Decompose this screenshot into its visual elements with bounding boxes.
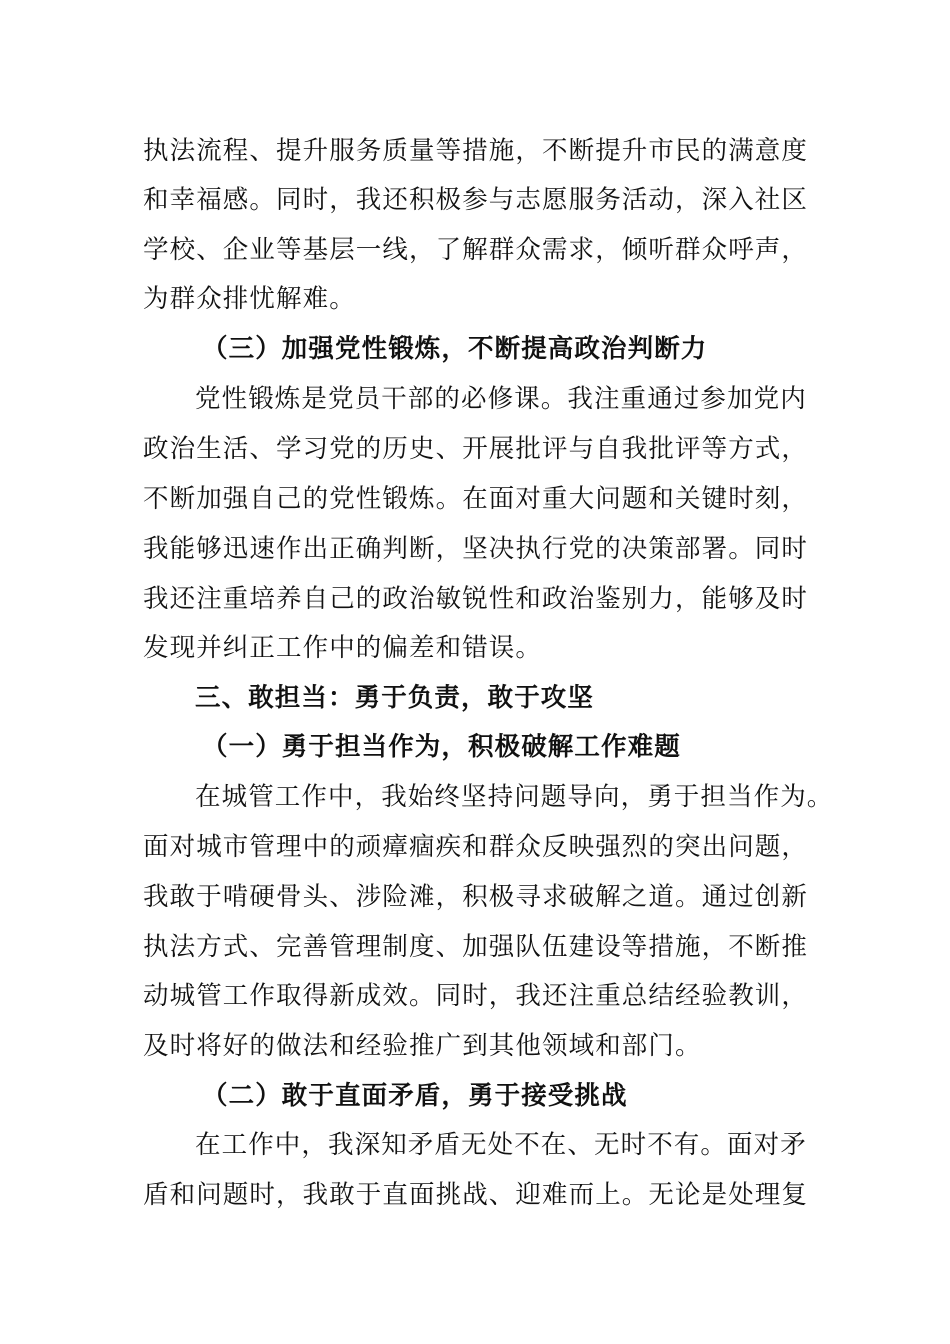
body-text-line: 执法方式、完善管理制度、加强队伍建设等措施，不断推 <box>143 932 809 962</box>
body-text-line: 和幸福感。同时，我还积极参与志愿服务活动，深入社区 <box>143 185 809 215</box>
body-text-line: 及时将好的做法和经验推广到其他领域和部门。 <box>143 1031 702 1061</box>
subsection-heading: （二）敢于直面矛盾，勇于接受挑战 <box>202 1081 628 1111</box>
body-text-line: 面对城市管理中的顽瘴痼疾和群众反映强烈的突出问题， <box>143 832 809 862</box>
body-text-line: 在城管工作中，我始终坚持问题导向，勇于担当作为。 <box>195 782 834 812</box>
section-heading: 三、敢担当：勇于负责，敢于攻坚 <box>195 683 595 713</box>
subsection-heading: （三）加强党性锻炼，不断提高政治判断力 <box>202 334 708 364</box>
body-text-line: 不断加强自己的党性锻炼。在面对重大问题和关键时刻， <box>143 484 809 514</box>
body-text-line: 学校、企业等基层一线，了解群众需求，倾听群众呼声， <box>143 235 809 265</box>
body-text-line: 发现并纠正工作中的偏差和错误。 <box>143 633 543 663</box>
body-text-line: 我能够迅速作出正确判断，坚决执行党的决策部署。同时 <box>143 534 809 564</box>
body-text-line: 执法流程、提升服务质量等措施，不断提升市民的满意度 <box>143 136 809 166</box>
body-text-line: 盾和问题时，我敢于直面挑战、迎难而上。无论是处理复 <box>143 1180 809 1210</box>
body-text-line: 在工作中，我深知矛盾无处不在、无时不有。面对矛 <box>195 1130 807 1160</box>
body-text-line: 党性锻炼是党员干部的必修课。我注重通过参加党内 <box>195 384 807 414</box>
body-text-line: 政治生活、学习党的历史、开展批评与自我批评等方式， <box>143 434 809 464</box>
body-text-line: 我敢于啃硬骨头、涉险滩，积极寻求破解之道。通过创新 <box>143 882 809 912</box>
body-text-line: 动城管工作取得新成效。同时，我还注重总结经验教训， <box>143 981 809 1011</box>
body-text-line: 为群众排忧解难。 <box>143 284 356 314</box>
body-text-line: 我还注重培养自己的政治敏锐性和政治鉴别力，能够及时 <box>143 584 809 614</box>
subsection-heading: （一）勇于担当作为，积极破解工作难题 <box>202 732 681 762</box>
